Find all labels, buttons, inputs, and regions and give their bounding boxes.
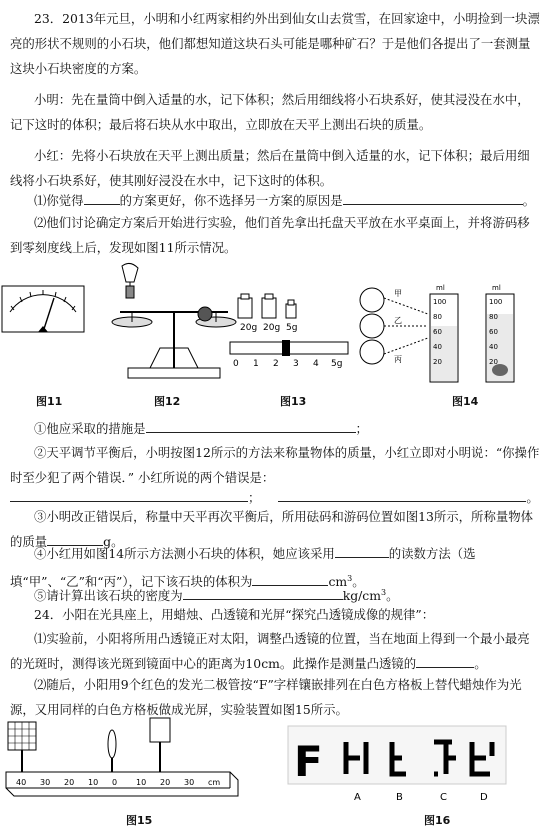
- reading-jia: 甲: [394, 289, 402, 298]
- q23-part1-text-a: ⑴你觉得: [34, 193, 84, 208]
- q23-sub3-unit: g。: [103, 534, 124, 549]
- caption-fig15: 图15: [126, 814, 153, 827]
- q23-sub1: [10, 416, 540, 441]
- bench-unit: cm: [208, 778, 221, 787]
- q23-xiaoming-plan: 小明：先在量筒中倒入适量的水，记下体积；然后用细线将小石块系好，使其浸没在水中，记下这时的体积；最后将石块从水中取出，立即放在天平上测出石块的质量。: [10, 92, 530, 132]
- q23-sub4-text-a: ④小红用如图14所示方法测小石块的体积，她应该采用: [34, 546, 335, 561]
- q23-sub1-end: ；: [355, 421, 368, 436]
- q23-sub2-end: 。: [526, 490, 539, 505]
- q23-sub3-text: ③小明改正错误后，称量中天平再次平衡后，所用砝码和游码位置如图13所示，所称量物体的质量: [10, 509, 534, 549]
- bench-tick-30a: 30: [40, 778, 51, 787]
- caption-fig16: 图16: [424, 814, 451, 827]
- q23-sub4-unit: cm: [328, 574, 348, 590]
- weight-label-1: 20g: [240, 323, 258, 333]
- caption-fig13: 图13: [280, 395, 307, 408]
- answer-blank-error2[interactable]: [278, 488, 526, 502]
- fig11-dial: [2, 286, 84, 332]
- option-d-label: D: [480, 792, 488, 803]
- option-a-label: A: [354, 792, 361, 803]
- cyl2-tick-80: 80: [489, 313, 498, 321]
- q23-xiaohong-plan: 小红：先将小石块放在天平上测出质量；然后在量筒中倒入适量的水，记下体积；最后用细线将小石块系好，使其刚好浸没在水中，记下这时的体积。: [10, 148, 530, 188]
- fig16-image-options: [288, 726, 506, 803]
- answer-blank-measure[interactable]: [146, 419, 356, 433]
- fig14-cylinders: [360, 284, 514, 382]
- fig16-letter-f: F: [294, 737, 323, 786]
- cyl1-tick-40: 40: [433, 343, 442, 351]
- rider-tick-1: 1: [253, 359, 259, 369]
- bench-tick-10a: 10: [88, 778, 99, 787]
- q23-sub4-text-b: 的读数方法（选填“甲”、“乙”和“丙”），记下该石块的体积为: [10, 546, 476, 590]
- q24-title: 24．小阳在光具座上，用蜡烛、凸透镜和光屏“探究凸透镜成像的规律”：: [34, 607, 435, 622]
- cyl2-tick-20: 20: [489, 358, 498, 366]
- option-b-label: B: [396, 792, 403, 803]
- cyl2-unit: ml: [492, 284, 501, 292]
- q23-sub5-unit-sup: 3: [381, 588, 387, 597]
- rider-tick-4: 4: [313, 359, 319, 369]
- cyl1-unit: ml: [436, 284, 445, 292]
- answer-blank-density[interactable]: [183, 586, 343, 600]
- caption-fig12: 图12: [154, 395, 181, 408]
- q24-part1: [10, 626, 540, 676]
- weight-label-3: 5g: [286, 323, 298, 333]
- answer-blank-focal-length[interactable]: [416, 654, 474, 668]
- reading-bing: 丙: [394, 355, 402, 364]
- q23-part1-text-b: 的方案更好，你不选择另一方案的原因是: [119, 193, 343, 208]
- fig13-weights-rider: [230, 294, 348, 369]
- rider-tick-2: 2: [273, 359, 279, 369]
- caption-fig14: 图14: [452, 395, 479, 408]
- answer-blank-plan[interactable]: [84, 191, 120, 205]
- bench-tick-10b: 10: [136, 778, 147, 787]
- figures-bottom-svg: [0, 714, 552, 814]
- cyl1-tick-60: 60: [433, 328, 442, 336]
- fig15-optical-bench: [6, 718, 238, 796]
- figures-svg: [0, 258, 552, 388]
- q24-part1-text: ⑴实验前，小阳将所用凸透镜正对太阳，调整凸透镜的位置，当在地面上得到一个最小最亮的光斑时，测得该光斑到镜面中心的距离为10cm。此操作是测量凸透镜的: [10, 631, 530, 671]
- rider-tick-5: 5g: [331, 359, 343, 369]
- q24-part1-end: 。: [474, 656, 487, 671]
- weight-label-2: 20g: [263, 323, 281, 333]
- figures-11-14: [0, 258, 552, 388]
- q24-part2: ⑵随后，小阳用9个红色的发光二极管按“F”字样镶嵌排列在白色方格板上替代蜡烛作为光源，又用同样的白色方格板做成光屏，实验装置如图15所示。: [10, 677, 522, 717]
- cyl2-tick-40: 40: [489, 343, 498, 351]
- rider-tick-3: 3: [293, 359, 299, 369]
- cyl1-tick-20: 20: [433, 358, 442, 366]
- q23-part1-end: 。: [522, 193, 535, 208]
- fig12-balance: [112, 263, 236, 378]
- rider-tick-0: 0: [233, 359, 239, 369]
- bench-tick-30b: 30: [184, 778, 195, 787]
- q23-sub2: ②天平调节平衡后，小明按图12所示的方法来称量物体的质量，小红立即对小明说：“你操作时至少犯了两个错误．” 小红所说的两个错误是：: [10, 445, 540, 485]
- cyl1-tick-100: 100: [433, 298, 447, 306]
- option-c-label: C: [440, 792, 447, 803]
- answer-blank-reason[interactable]: [343, 191, 523, 205]
- bench-tick-20b: 20: [160, 778, 171, 787]
- reading-yi: 乙: [394, 316, 402, 325]
- q23-sub5-end: 。: [386, 588, 399, 604]
- cyl1-tick-80: 80: [433, 313, 442, 321]
- cyl2-tick-100: 100: [489, 298, 503, 306]
- q23-sub5-unit: kg/cm: [342, 588, 381, 604]
- q23-sub4-end: 。: [352, 574, 365, 590]
- q23-part2: ⑵他们讨论确定方案后开始进行实验，他们首先拿出托盘天平放在水平桌面上，并将游码移到零刻度线上后，发现如图11所示情况。: [10, 215, 530, 255]
- q23-sub2-sep: ；: [248, 490, 261, 505]
- bench-tick-20a: 20: [64, 778, 75, 787]
- q23-sub4-unit-sup: 3: [347, 574, 353, 583]
- bench-tick-40a: 40: [16, 778, 27, 787]
- bench-tick-0: 0: [112, 778, 118, 787]
- caption-fig11: 图11: [36, 395, 63, 408]
- q23-sub1-text: ①他应采取的措施是: [34, 421, 146, 436]
- answer-blank-error1[interactable]: [10, 488, 248, 502]
- figures-15-16: [0, 714, 552, 814]
- q23-sub5-text: ⑤请计算出该石块的密度为: [34, 588, 183, 604]
- cyl2-tick-60: 60: [489, 328, 498, 336]
- q23-intro: 23．2013年元旦，小明和小红两家相约外出到仙女山去赏雪，在回家途中，小明捡到一块漂亮的形状不规则的小石块，他们都想知道这块石头可能是哪种矿石？于是他们各提出了一套测量这块小石块密度的方案。: [10, 11, 540, 76]
- answer-blank-reading-method[interactable]: [335, 544, 389, 558]
